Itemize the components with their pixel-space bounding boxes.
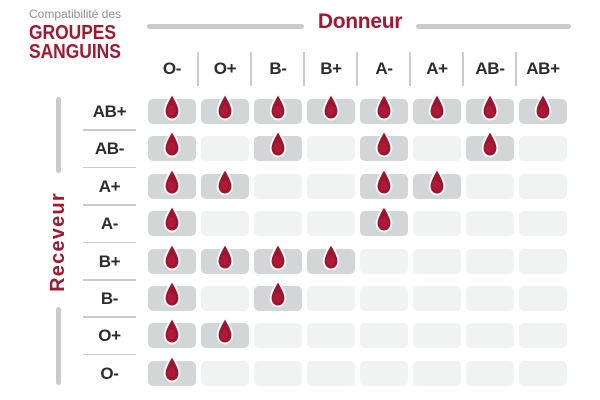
donor-header-AB-: AB- — [475, 59, 505, 78]
cell-B--from-A--incompatible — [360, 286, 408, 311]
cell-AB+-from-A+-compatible — [413, 99, 461, 124]
donor-axis-label: Donneur — [317, 10, 403, 33]
cell-AB+-from-O--compatible — [148, 99, 196, 124]
cell-B--from-B+-incompatible — [307, 286, 355, 311]
cell-A+-from-O+-compatible — [201, 174, 249, 199]
blood-drop-icon — [373, 167, 395, 197]
cell-O+-from-A+-incompatible — [413, 323, 461, 348]
cell-AB--from-AB+-incompatible — [519, 136, 567, 161]
blood-drop-icon — [267, 92, 289, 122]
cell-O+-from-A--incompatible — [360, 323, 408, 348]
blood-drop-icon — [267, 242, 289, 272]
receiver-flank-line-bottom — [56, 307, 61, 385]
donor-header-A+: A+ — [426, 59, 448, 78]
cell-O--from-O--compatible — [148, 361, 196, 386]
receiver-flank-line-top — [56, 97, 61, 173]
cell-AB--from-O+-incompatible — [201, 136, 249, 161]
cell-A+-from-A--compatible — [360, 174, 408, 199]
donor-header-O-: O- — [162, 59, 182, 78]
blood-drop-icon — [532, 92, 554, 122]
cell-B+-from-B+-compatible — [307, 249, 355, 274]
donor-column-headers — [148, 52, 567, 86]
blood-drop-icon — [320, 92, 342, 122]
blood-drop-icon — [161, 129, 183, 159]
receiver-label-A+: A+ — [98, 176, 121, 196]
cell-A+-from-B+-incompatible — [307, 174, 355, 199]
cell-B--from-A+-incompatible — [413, 286, 461, 311]
donor-header-B+: B+ — [320, 59, 342, 78]
cell-AB+-from-AB+-compatible — [519, 99, 567, 124]
donor-header-O+: O+ — [213, 59, 237, 78]
cell-O--from-A+-incompatible — [413, 361, 461, 386]
cell-AB+-from-AB--compatible — [466, 99, 514, 124]
row-separator — [83, 129, 136, 131]
cell-AB+-from-B+-compatible — [307, 99, 355, 124]
donor-header-AB+: AB+ — [526, 59, 560, 78]
blood-drop-icon — [161, 316, 183, 346]
blood-drop-icon — [267, 129, 289, 159]
cell-B--from-O--compatible — [148, 286, 196, 311]
cell-A--from-B--incompatible — [254, 211, 302, 236]
cell-O+-from-AB+-incompatible — [519, 323, 567, 348]
blood-drop-icon — [161, 167, 183, 197]
cell-A+-from-B--incompatible — [254, 174, 302, 199]
blood-drop-icon — [161, 92, 183, 122]
cell-AB+-from-B--compatible — [254, 99, 302, 124]
column-separator — [303, 52, 305, 86]
cell-O+-from-B+-incompatible — [307, 323, 355, 348]
blood-drop-icon — [214, 242, 236, 272]
cell-B--from-B--compatible — [254, 286, 302, 311]
receiver-label-A-: A- — [100, 214, 119, 234]
blood-drop-icon — [320, 242, 342, 272]
cell-A--from-B+-incompatible — [307, 211, 355, 236]
row-separator — [83, 167, 136, 169]
receiver-axis-label: Receveur — [47, 192, 69, 292]
cell-O+-from-AB--incompatible — [466, 323, 514, 348]
cell-A--from-AB--incompatible — [466, 211, 514, 236]
cell-O+-from-B--incompatible — [254, 323, 302, 348]
blood-drop-icon — [479, 92, 501, 122]
blood-drop-icon — [479, 129, 501, 159]
column-separator — [356, 52, 358, 86]
cell-B--from-AB--incompatible — [466, 286, 514, 311]
receiver-label-AB-: AB- — [94, 139, 125, 159]
cell-O+-from-O--compatible — [148, 323, 196, 348]
blood-drop-icon — [161, 354, 183, 384]
receiver-label-O+: O+ — [98, 326, 121, 346]
cell-O--from-A--incompatible — [360, 361, 408, 386]
blood-drop-icon — [214, 92, 236, 122]
cell-A--from-O+-incompatible — [201, 211, 249, 236]
cell-AB+-from-O+-compatible — [201, 99, 249, 124]
blood-drop-icon — [161, 204, 183, 234]
cell-AB--from-AB--compatible — [466, 136, 514, 161]
cell-O--from-B+-incompatible — [307, 361, 355, 386]
chart-title — [29, 7, 135, 62]
blood-drop-icon — [426, 92, 448, 122]
receiver-label-B-: B- — [100, 289, 119, 308]
cell-A+-from-O--compatible — [148, 174, 196, 199]
cell-AB--from-A--compatible — [360, 136, 408, 161]
blood-drop-icon — [267, 279, 289, 309]
cell-B+-from-B--compatible — [254, 249, 302, 274]
cell-A+-from-AB--incompatible — [466, 174, 514, 199]
blood-drop-icon — [373, 129, 395, 159]
cell-AB--from-B--compatible — [254, 136, 302, 161]
cell-B+-from-A--incompatible — [360, 249, 408, 274]
cell-O--from-O+-incompatible — [201, 361, 249, 386]
column-separator — [197, 52, 199, 86]
receiver-label-O-: O- — [100, 363, 119, 383]
column-separator — [409, 52, 411, 86]
cell-O+-from-O+-compatible — [201, 323, 249, 348]
column-separator — [515, 52, 517, 86]
cell-A--from-O--compatible — [148, 211, 196, 236]
cell-A--from-A--compatible — [360, 211, 408, 236]
donor-header-A-: A- — [375, 59, 393, 78]
cell-AB--from-B+-incompatible — [307, 136, 355, 161]
row-separator — [83, 204, 136, 206]
cell-A+-from-AB+-incompatible — [519, 174, 567, 199]
cell-A--from-A+-incompatible — [413, 211, 461, 236]
donor-flank-line-left — [147, 24, 304, 29]
donor-header-B-: B- — [269, 59, 287, 78]
row-separator — [83, 354, 136, 356]
blood-drop-icon — [373, 92, 395, 122]
blood-drop-icon — [426, 167, 448, 197]
receiver-label-B+: B+ — [98, 251, 121, 271]
cell-B+-from-O--compatible — [148, 249, 196, 274]
cell-B--from-O+-incompatible — [201, 286, 249, 311]
cell-O--from-AB+-incompatible — [519, 361, 567, 386]
cell-AB--from-O--compatible — [148, 136, 196, 161]
cell-B--from-AB+-incompatible — [519, 286, 567, 311]
title-eyebrow: Compatibilité des — [29, 7, 122, 21]
cell-B+-from-O+-compatible — [201, 249, 249, 274]
row-separator — [83, 316, 136, 318]
cell-AB--from-A+-incompatible — [413, 136, 461, 161]
title-line2: SANGUINS — [29, 41, 121, 63]
blood-drop-icon — [161, 242, 183, 272]
receiver-row-labels — [83, 99, 136, 387]
row-separator — [83, 279, 136, 281]
cell-B+-from-AB--incompatible — [466, 249, 514, 274]
title-line1: GROUPES — [29, 22, 117, 44]
blood-drop-icon — [373, 204, 395, 234]
cell-B+-from-A+-incompatible — [413, 249, 461, 274]
column-separator — [462, 52, 464, 86]
column-separator — [250, 52, 252, 86]
donor-flank-line-right — [416, 24, 571, 29]
cell-B+-from-AB+-incompatible — [519, 249, 567, 274]
blood-drop-icon — [214, 316, 236, 346]
cell-O--from-B--incompatible — [254, 361, 302, 386]
cell-A--from-AB+-incompatible — [519, 211, 567, 236]
row-separator — [83, 242, 136, 244]
receiver-label-AB+: AB+ — [92, 102, 127, 121]
cell-A+-from-A+-compatible — [413, 174, 461, 199]
compatibility-matrix — [148, 99, 567, 387]
cell-AB+-from-A--compatible — [360, 99, 408, 124]
cell-O--from-AB--incompatible — [466, 361, 514, 386]
blood-drop-icon — [214, 167, 236, 197]
blood-drop-icon — [161, 279, 183, 309]
